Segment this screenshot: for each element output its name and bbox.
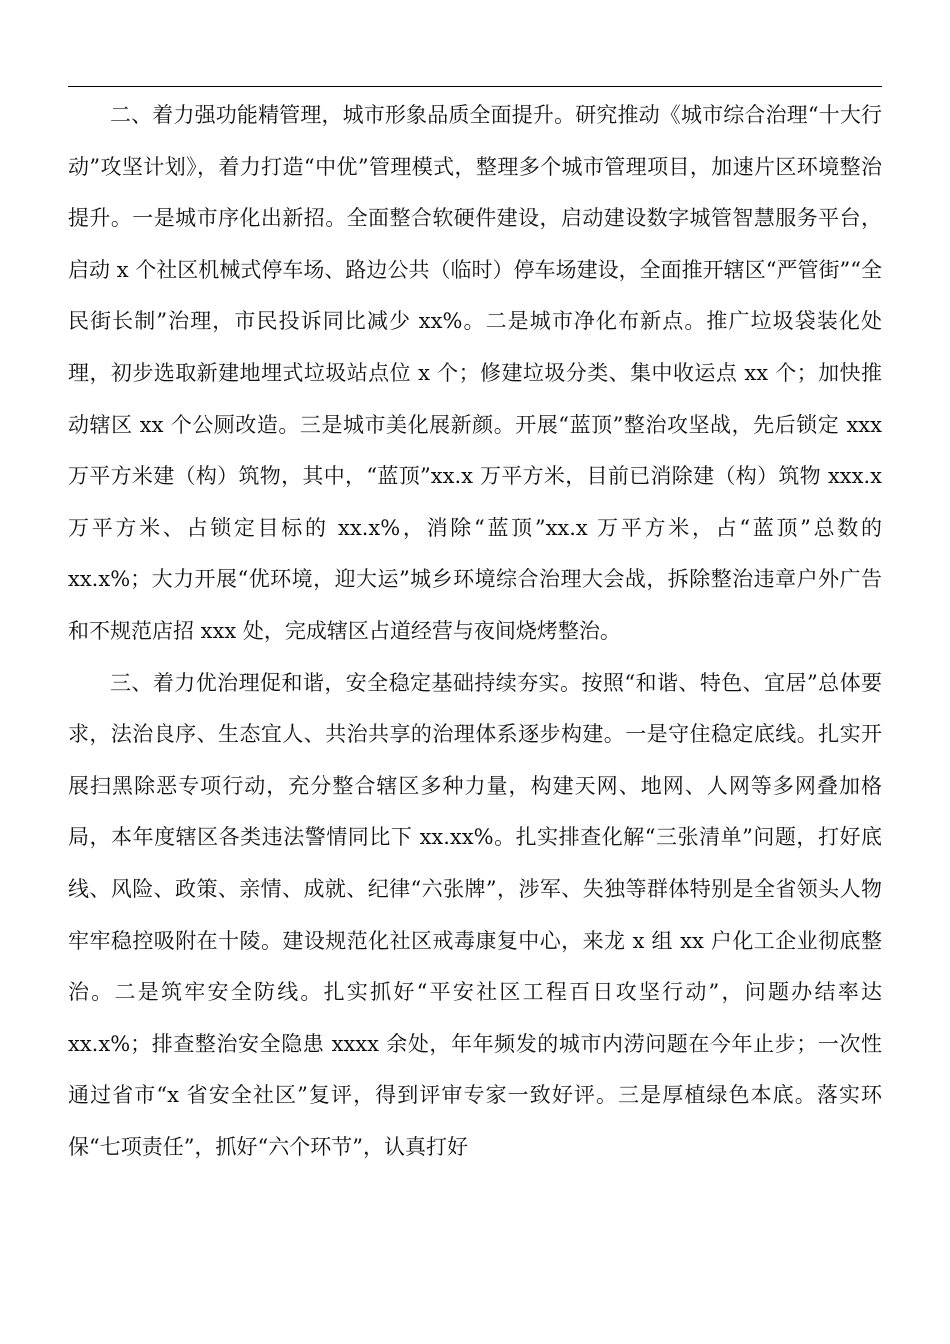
document-body: [68, 90, 882, 1173]
paragraph-city-management: 二、着力强功能精管理，城市形象品质全面提升。研究推动《城市综合治理“十大行动”攻坚计划》，着力打造“中优”管理模式，整理多个城市管理项目，加速片区环境整治提升。一是城市序化出新招。全面整合软硬件建设，启动建设数字城管智慧服务平台，启动 x 个社区机械式停车场、路边公共（临时）停车场建设，全面推开辖区“严管街”“全民街长制”治理，市民投诉同比减少 xx%。二是城市净化布新点。推广垃圾袋装化处理，初步选取新建地埋式垃圾站点位 x 个；修建垃圾分类、集中收运点 xx 个；加快推动辖区 xx 个公厕改造。三是城市美化展新颜。开展“蓝顶”整治攻坚战，先后锁定 xxx 万平方米建（构）筑物，其中，“蓝顶”xx.x 万平方米，目前已消除建（构）筑物 xxx.x 万平方米、占锁定目标的 xx.x%，消除“蓝顶”xx.x 万平方米，占“蓝顶”总数的 xx.x%；大力开展“优环境，迎大运”城乡环境综合治理大会战，拆除整治违章户外广告和不规范店招 xxx 处，完成辖区占道经营与夜间烧烤整治。: [68, 103, 882, 643]
header-rule: [68, 86, 882, 87]
paragraph-safety-stability: 三、着力优治理促和谐，安全稳定基础持续夯实。按照“和谐、特色、宜居”总体要求，法治良序、生态宜人、共治共享的治理体系逐步构建。一是守住稳定底线。扎实开展扫黑除恶专项行动，充分整合辖区多种力量，构建天网、地网、人网等多网叠加格局，本年度辖区各类违法警情同比下 xx.xx%。扎实排查化解“三张清单”问题，打好底线、风险、政策、亲情、成就、纪律“六张牌”，涉军、失独等群体特别是全省领头人物牢牢稳控吸附在十陵。建设规范化社区戒毒康复中心，来龙 x 组 xx 户化工企业彻底整治。二是筑牢安全防线。扎实抓好“平安社区工程百日攻坚行动”，问题办结率达 xx.x%；排查整治安全隐患 xxxx 余处，年年频发的城市内涝问题在今年止步；一次性通过省市“x 省安全社区”复评，得到评审专家一致好评。三是厚植绿色本底。落实环保“七项责任”，抓好“六个环节”，认真打好: [68, 670, 882, 1159]
